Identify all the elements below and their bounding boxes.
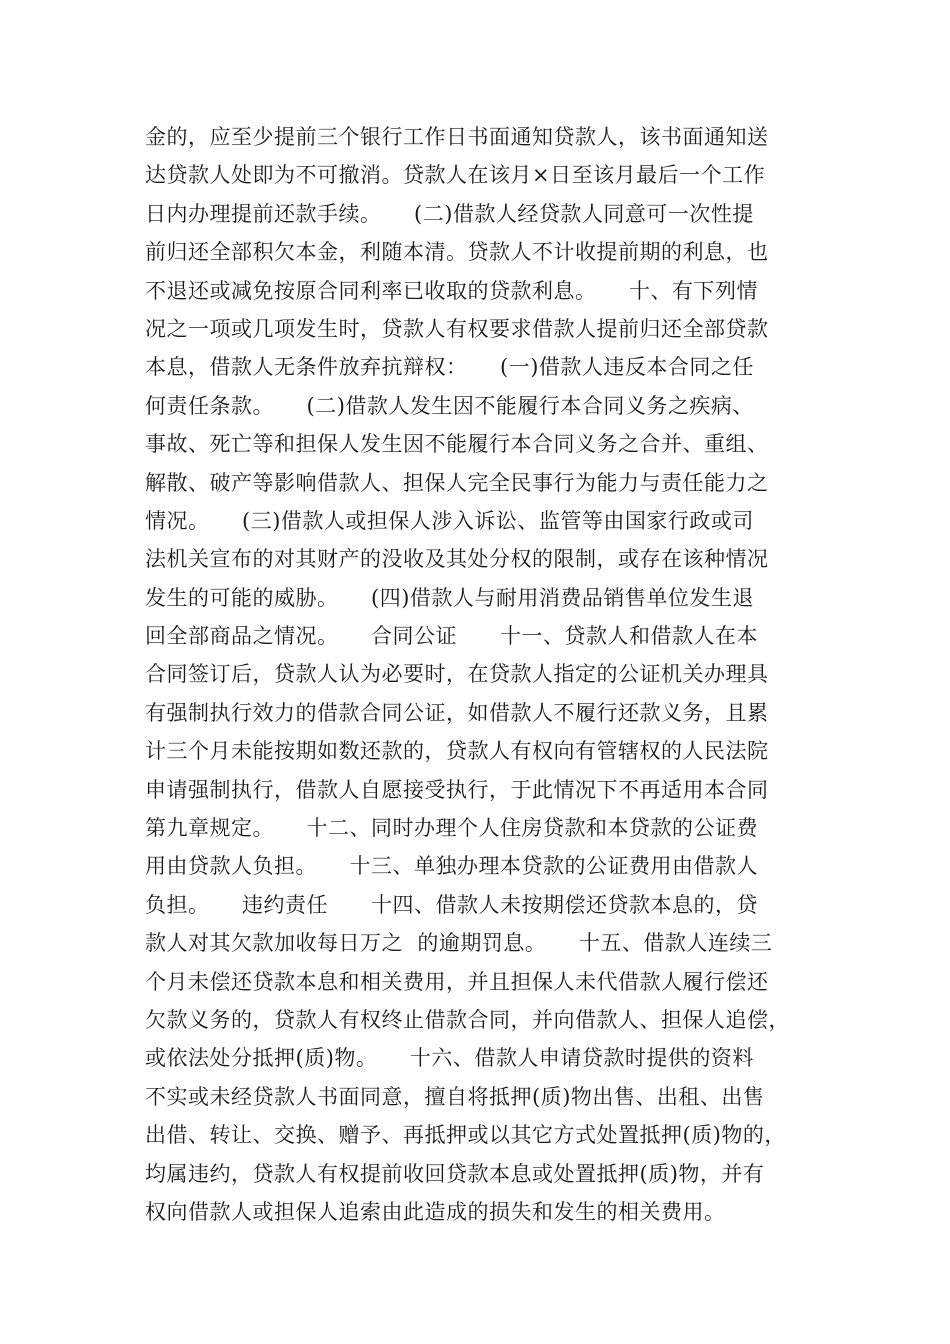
text-line: 本息，借款人无条件放弃抗辩权： (一)借款人违反本合同之任 bbox=[145, 355, 754, 380]
text-line: 达贷款人处即为不可撤消。贷款人在该月×日至该月最后一个工作 bbox=[145, 163, 766, 188]
text-line: 均属违约，贷款人有权提前收回贷款本息或处置抵押(质)物，并有 bbox=[145, 1161, 765, 1186]
document-body bbox=[145, 118, 825, 1231]
text-line: 或依法处分抵押(质)物。 十六、借款人申请贷款时提供的资料 bbox=[145, 1046, 754, 1071]
text-line: 情况。 (三)借款人或担保人涉入诉讼、监管等由国家行政或司 bbox=[145, 508, 754, 533]
text-line: 前归还全部积欠本金，利随本清。贷款人不计收提前期的利息，也 bbox=[145, 240, 769, 265]
text-line: 发生的可能的威胁。 (四)借款人与耐用消费品销售单位发生退 bbox=[145, 585, 754, 610]
text-line: 欠款义务的，贷款人有权终止借款合同，并向借款人、担保人追偿， bbox=[145, 1007, 790, 1032]
text-line: 况之一项或几项发生时，贷款人有权要求借款人提前归还全部贷款 bbox=[145, 316, 769, 341]
text-line: 款人对其欠款加收每日万之 的逾期罚息。 十五、借款人连续三 bbox=[145, 931, 773, 956]
text-line: 不实或未经贷款人书面同意，擅自将抵押(质)物出售、出租、出售 bbox=[145, 1084, 765, 1109]
text-line: 用由贷款人负担。 十三、单独办理本贷款的公证费用由借款人 bbox=[145, 854, 758, 879]
text-line: 解散、破产等影响借款人、担保人完全民事行为能力与责任能力之 bbox=[145, 470, 769, 495]
text-line: 不退还或减免按原合同利率已收取的贷款利息。 十、有下列情 bbox=[145, 278, 758, 303]
text-line: 金的，应至少提前三个银行工作日书面通知贷款人，该书面通知送 bbox=[145, 125, 769, 149]
text-line: 第九章规定。 十二、同时办理个人住房贷款和本贷款的公证费 bbox=[145, 816, 758, 841]
text-line: 负担。 违约责任 十四、借款人未按期偿还贷款本息的，贷 bbox=[145, 892, 758, 917]
text-line: 事故、死亡等和担保人发生因不能履行本合同义务之合并、重组、 bbox=[145, 432, 769, 457]
text-line: 合同签订后，贷款人认为必要时，在贷款人指定的公证机关办理具 bbox=[145, 662, 769, 687]
text-line: 计三个月未能按期如数还款的，贷款人有权向有管辖权的人民法院 bbox=[145, 739, 769, 764]
text-line: 何责任条款。 (二)借款人发生因不能履行本合同义务之疾病、 bbox=[145, 393, 754, 418]
text-line: 日内办理提前还款手续。 (二)借款人经贷款人同意可一次性提 bbox=[145, 201, 754, 226]
text-line: 法机关宣布的对其财产的没收及其处分权的限制，或存在该种情况 bbox=[145, 547, 769, 572]
text-line: 出借、转让、交换、赠予、再抵押或以其它方式处置抵押(质)物的， bbox=[145, 1123, 786, 1148]
text-line: 有强制执行效力的借款合同公证，如借款人不履行还款义务，且累 bbox=[145, 700, 769, 725]
text-line: 回全部商品之情况。 合同公证 十一、贷款人和借款人在本 bbox=[145, 624, 758, 649]
text-line: 个月未偿还贷款本息和相关费用，并且担保人未代借款人履行偿还 bbox=[145, 969, 769, 994]
text-line: 权向借款人或担保人追索由此造成的损失和发生的相关费用。 bbox=[145, 1199, 726, 1224]
text-line: 申请强制执行，借款人自愿接受执行，于此情况下不再适用本合同 bbox=[145, 777, 769, 802]
